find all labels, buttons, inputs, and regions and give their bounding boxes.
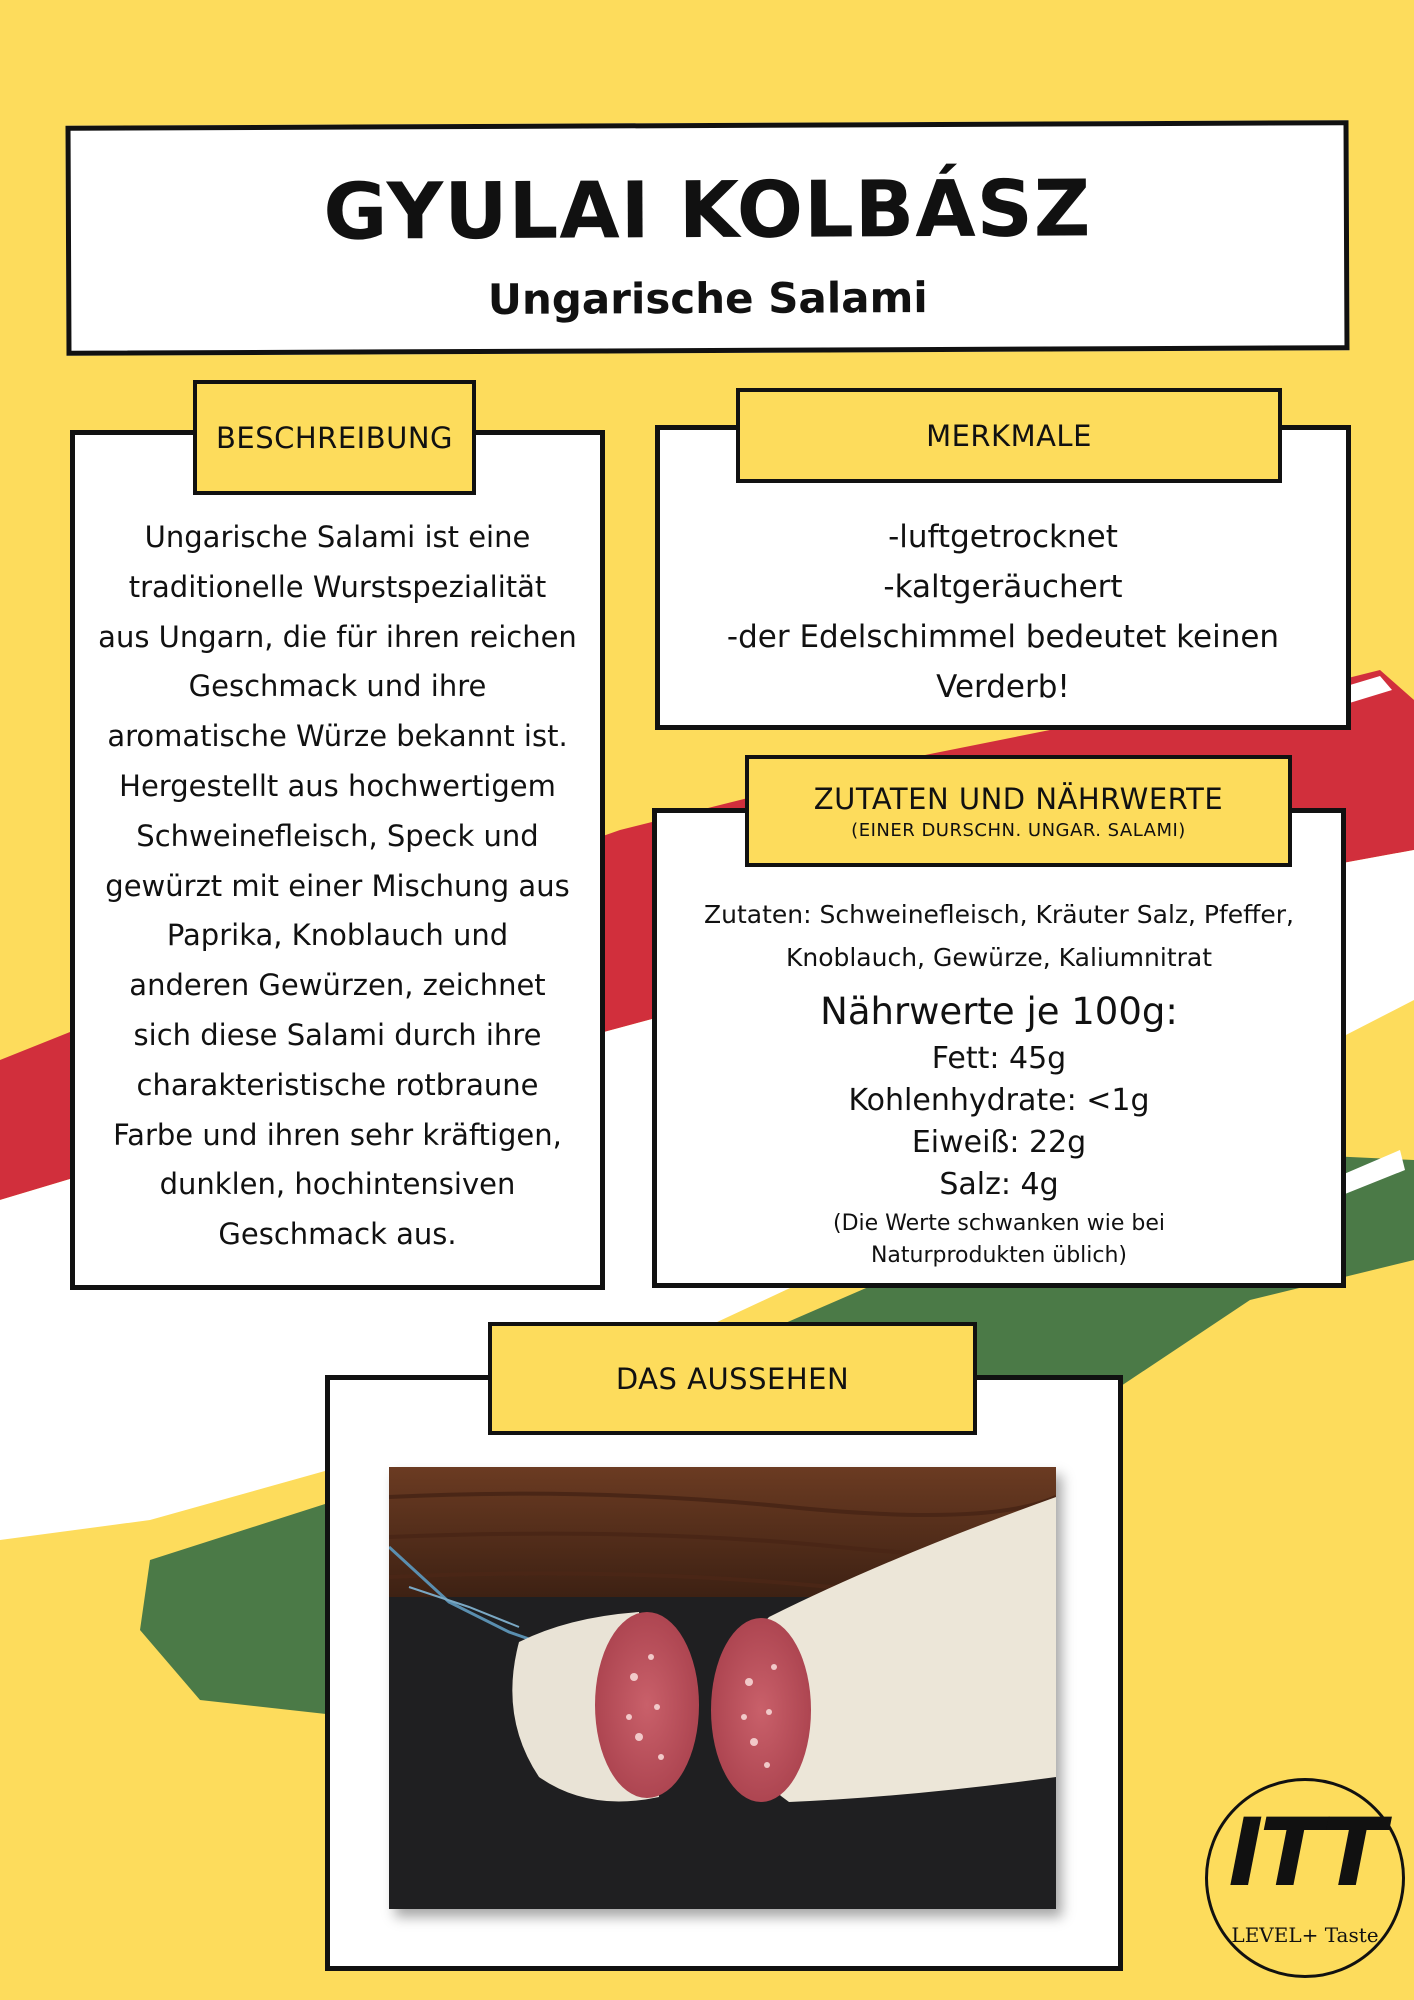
description-line: traditionelle Wurstspezialität [128, 569, 547, 604]
feature-item: -kaltgeräuchert [883, 569, 1123, 605]
nutrition-item: Fett: 45g [931, 1041, 1067, 1076]
nutrition-list [657, 1038, 1341, 1206]
header-card [66, 120, 1350, 356]
salami-right-cut [711, 1618, 811, 1802]
feature-item: -luftgetrocknet [888, 519, 1118, 555]
page-subtitle: Ungarische Salami [487, 273, 928, 324]
page-title: GYULAI KOLBÁSZ [323, 164, 1092, 258]
feature-item: -der Edelschimmel bedeutet keinen [726, 619, 1280, 655]
ingredients-heading-label: ZUTATEN UND NÄHRWERTE [813, 781, 1224, 816]
ingredients-line: Zutaten: Schweinefleisch, Kräuter Salz, Pfeffer, [703, 900, 1294, 929]
description-card [70, 430, 605, 1290]
appearance-heading-label: DAS AUSSEHEN [615, 1361, 850, 1396]
description-line: aus Ungarn, die für ihren reichen [98, 619, 577, 654]
nutrition-item: Eiweiß: 22g [911, 1125, 1087, 1160]
nutrition-note-line: Naturprodukten üblich) [870, 1243, 1128, 1268]
description-line: dunklen, hochintensiven [159, 1167, 516, 1202]
ingredients-heading [745, 755, 1292, 867]
itt-logo [1205, 1778, 1405, 1978]
description-line: anderen Gewürzen, zeichnet [129, 968, 546, 1003]
appearance-heading [488, 1322, 977, 1435]
description-line: aromatische Würze bekannt ist. [107, 719, 568, 754]
description-line: Ungarische Salami ist eine [144, 520, 531, 554]
ingredients-card [652, 808, 1346, 1288]
nutrition-item: Kohlenhydrate: <1g [848, 1083, 1150, 1118]
nutrition-note-line: (Die Werte schwanken wie bei [833, 1211, 1165, 1236]
features-heading [736, 388, 1282, 483]
nutrition-item: Salz: 4g [939, 1167, 1059, 1202]
description-text [83, 513, 592, 1260]
features-heading-label: MERKMALE [926, 418, 1092, 453]
description-line: sich diese Salami durch ihre [133, 1017, 542, 1052]
description-line: Farbe und ihren sehr kräftigen, [113, 1117, 562, 1152]
logo-mark: ITT [1228, 1799, 1382, 1908]
description-line: gewürzt mit einer Mischung aus [105, 868, 570, 903]
ingredients-line: Knoblauch, Gewürze, Kaliumnitrat [785, 943, 1213, 972]
description-heading [193, 380, 476, 495]
features-list [660, 512, 1346, 712]
salami-photo [389, 1467, 1056, 1909]
description-line: Geschmack aus. [218, 1217, 457, 1252]
description-line: charakteristische rotbraune [136, 1067, 539, 1102]
description-line: Hergestellt aus hochwertigem [119, 768, 556, 803]
nutrition-heading: Nährwerte je 100g: [820, 990, 1178, 1033]
feature-item: Verderb! [936, 669, 1070, 705]
nutrition-note [657, 1208, 1341, 1272]
description-line: Geschmack und ihre [188, 669, 487, 704]
ingredients-subheading: (EINER DURSCHN. UNGAR. SALAMI) [851, 819, 1186, 841]
salami-left-cut [595, 1612, 699, 1798]
logo-subtitle: LEVEL+ Taste [1231, 1923, 1379, 1947]
description-heading-label: BESCHREIBUNG [216, 420, 453, 455]
ingredients-text [667, 893, 1331, 979]
description-line: Paprika, Knoblauch und [166, 918, 509, 953]
description-line: Schweinefleisch, Speck und [136, 818, 539, 853]
